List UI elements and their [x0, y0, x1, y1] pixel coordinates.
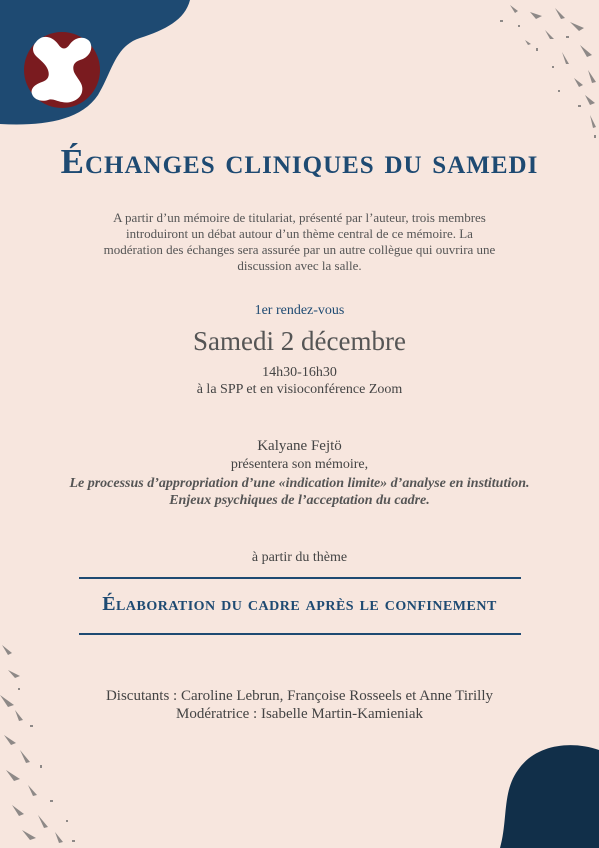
event-time: 14h30-16h30: [262, 365, 337, 380]
speaker-name: Kalyane Fejtö: [257, 438, 342, 454]
presents-text: présentera son mémoire,: [230, 457, 369, 472]
divider-top: [79, 577, 521, 579]
divider-bottom: [79, 633, 521, 635]
moderator: Modératrice : Isabelle Martin-Kamieniak: [176, 706, 423, 722]
intro-text: A partir d’un mémoire de titulariat, présenté par l’auteur, trois membres introduiront un débat autour d’un thème central de ce mémoire. La modération des échanges sera assurée par un autre collègue qui ouvrira une discussion avec la salle.: [103, 210, 496, 273]
page-title: Échanges cliniques du samedi: [60, 142, 539, 181]
top-right-texture: [470, 0, 599, 150]
event-date: Samedi 2 décembre: [193, 326, 406, 356]
discussants: Discutants : Caroline Lebrun, Françoise Rosseels et Anne Tirilly: [105, 688, 494, 704]
memoir-title-line-2: Enjeux psychiques de l’acceptation du cadre.: [169, 493, 430, 508]
bottom-right-corner-shape: [480, 740, 599, 848]
theme-intro: à partir du thème: [251, 550, 348, 565]
event-label: 1er rendez-vous: [254, 303, 345, 318]
bottom-left-texture: [0, 640, 90, 848]
logo-icon: [22, 28, 102, 108]
memoir-title: [20, 475, 579, 509]
memoir-title-line-1: Le processus d’appropriation d’une «indication limite» d’analyse en institution.: [69, 476, 530, 491]
event-location: à la SPP et en visioconférence Zoom: [196, 382, 403, 397]
theme-title: Élaboration du cadre après le confinement: [102, 593, 497, 615]
